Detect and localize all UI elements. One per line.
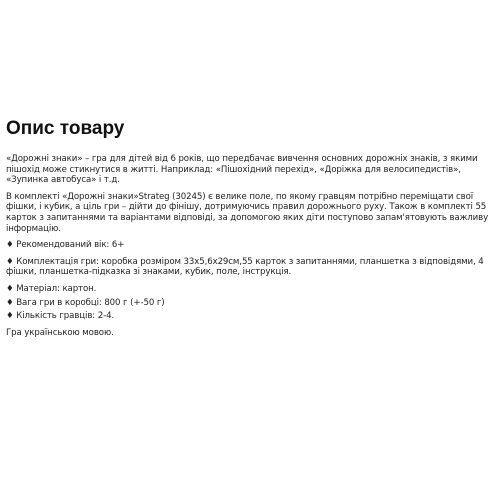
section-title: Опис товару	[6, 118, 125, 139]
spec-age: ♦ Рекомендований вік: 6+	[6, 240, 125, 251]
spec-material: ♦ Матеріал: картон.	[6, 283, 97, 294]
spec-contents: ♦ Комплектація гри: коробка розміром 33х5,6х29см,55 карток з запитаннями, планшетка з відповідями, 4 фішки, планшетка-підказка зі знаками, кубик, поле, інструкція.	[6, 256, 484, 278]
description-paragraph: В комплекті «Дорожні знаки»Strateg (30245) є велике поле, по якому гравцям потрібно переміщати свої фішки, і кубик, а ціль гри – дійти до фінішу, дотримуючись правил дорожнього руху. Також в комплекті 55 карток з запитаннями та варіантами відповіді, за допомогою яких діти поступово запам'ятовують важливу інформацію.	[6, 191, 489, 234]
spec-weight: ♦ Вага гри в коробці: 800 г (+-50 г)	[6, 297, 165, 308]
spec-players: ♦ Кількість гравців: 2-4.	[6, 311, 115, 322]
product-description	[6, 118, 496, 344]
description-paragraph: «Дорожні знаки» – гра для дітей від 6 років, що передбачає вивчення основних дорожніх знаків, з якими пішохід може стикнутися в житті. Наприклад: «Пішохідний перехід», «Доріжка для велосипедистів», «Зупинка автобуса» і т.д.	[6, 154, 478, 186]
language-note: Гра українською мовою.	[6, 327, 114, 338]
